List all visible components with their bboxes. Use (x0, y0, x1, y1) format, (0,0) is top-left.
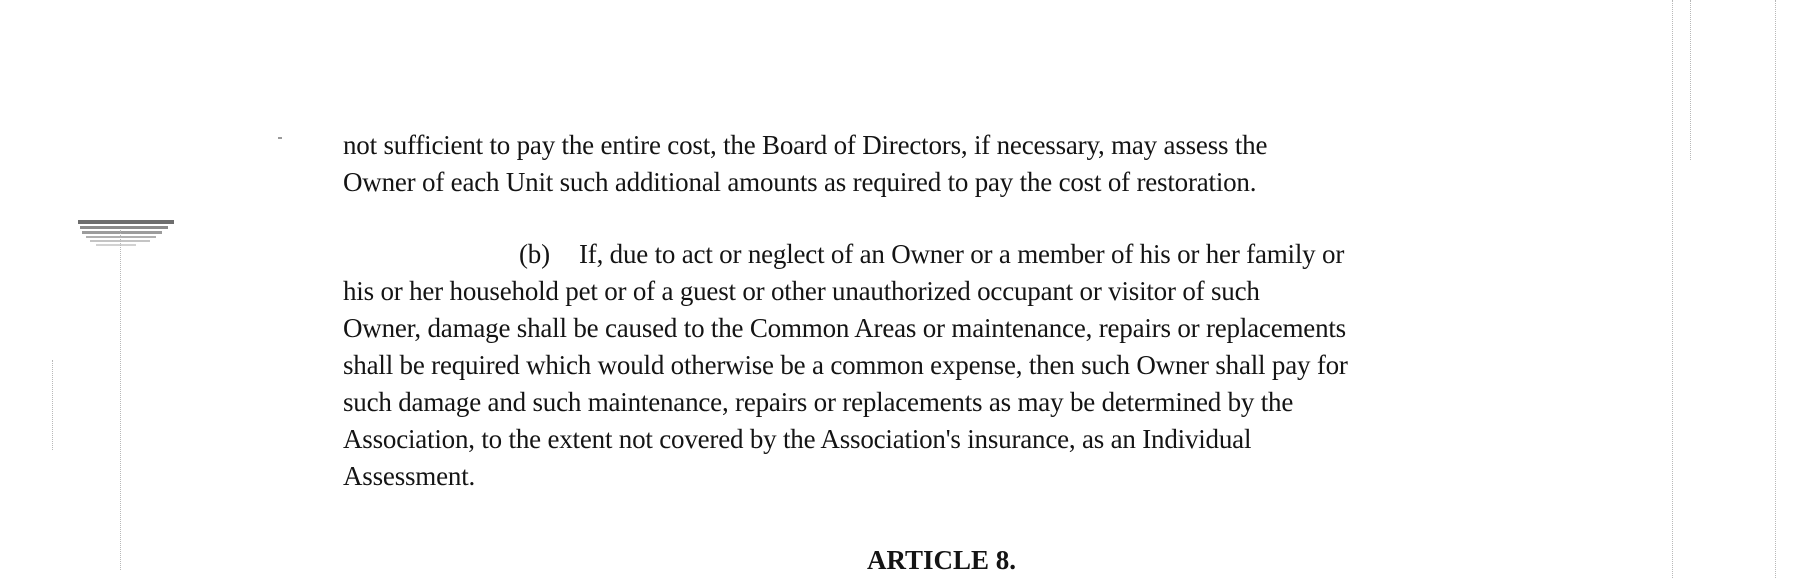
scan-margin-line (1690, 0, 1691, 160)
text-line: his or her household pet or of a guest or other unauthorized occupant or visitor of such (343, 276, 1260, 306)
text-line: If, due to act or neglect of an Owner or a member of his or her family or (579, 239, 1345, 269)
text-line-first (343, 236, 1503, 273)
scan-margin-line (52, 360, 53, 450)
scan-speck (278, 137, 282, 139)
text-line: Owner of each Unit such additional amounts as required to pay the cost of restoration. (343, 167, 1257, 197)
text-line: Assessment. (343, 461, 476, 491)
text-line: shall be required which would otherwise be a common expense, then such Owner shall pay for (343, 350, 1348, 380)
text-line: such damage and such maintenance, repairs or replacements as may be determined by the (343, 387, 1294, 417)
text-line: Association, to the extent not covered by the Association's insurance, as an Individual (343, 424, 1252, 454)
subsection-marker: (b) (519, 239, 550, 269)
article-heading: ARTICLE 8. (866, 545, 1017, 575)
scan-margin-line (120, 230, 121, 570)
text-line: not sufficient to pay the entire cost, the Board of Directors, if necessary, may assess the (343, 130, 1268, 160)
paragraph-owner-damage (343, 236, 1503, 495)
text-line: Owner, damage shall be caused to the Common Areas or maintenance, repairs or replacements (343, 313, 1346, 343)
scan-margin-line (1775, 0, 1776, 578)
scan-margin-line (1672, 0, 1673, 578)
paragraph-restoration-cost (343, 127, 1503, 201)
scan-stamp-artifact (76, 214, 176, 254)
